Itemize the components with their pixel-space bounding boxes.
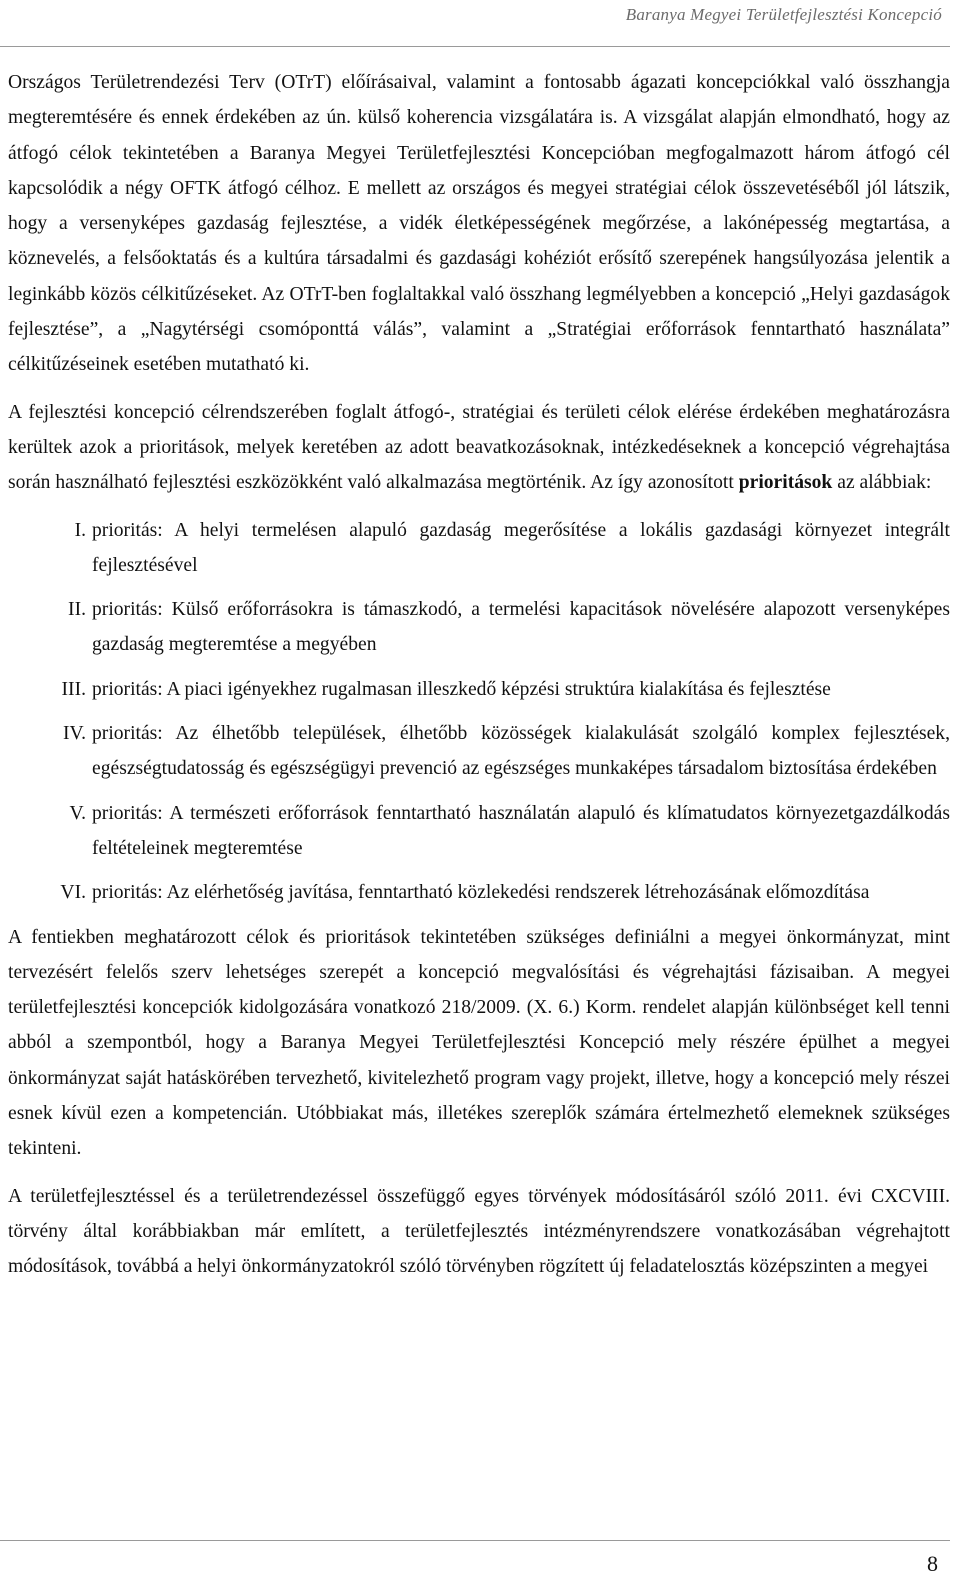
priority-item bbox=[8, 592, 950, 663]
header-title: Baranya Megyei Területfejlesztési Koncepció bbox=[625, 5, 942, 24]
priority-numeral: V. bbox=[69, 802, 86, 824]
paragraph-coherence: Országos Területrendezési Terv (OTrT) előírásaival, valamint a fontosabb ágazati koncepciókkal való összhangja megteremtésére és ennek érdekében az ún. külső koherencia vizsgálatára is. A vizsgálat alapján elmondható, hogy az átfogó célok tekintetében a Baranya Megyei Területfejlesztési Koncepcióban megfogalmazott három átfogó cél kapcsolódik a négy OFTK átfogó célhoz. E mellett az országos és megyei stratégiai célok összevetéséből jól látszik, hogy a versenyképes gazdaság fejlesztése, a vidék életképességének megőrzése, a lakónépesség megtartása, a köznevelés, a felsőoktatás és a kultúra társadalmi és gazdasági kohéziót erősítő szerepének hangsúlyozása jelentik a leginkább közös célkitűzéseket. Az OTrT-ben foglaltakkal való összhang legmélyebben a koncepció „Helyi gazdaságok fejlesztése”, a „Nagytérségi csomóponttá válás”, valamint a „Stratégiai erőforrások fenntartható használata” célkitűzéseinek esetében mutatható ki. bbox=[8, 72, 950, 376]
page-footer bbox=[0, 1540, 950, 1576]
priority-text: prioritás: Az elérhetőség javítása, fenntartható közlekedési rendszerek létrehozásának előmozdítása bbox=[92, 882, 870, 904]
priority-numeral: VI. bbox=[60, 882, 86, 904]
priority-item bbox=[8, 875, 950, 910]
priority-text: prioritás: A helyi termelésen alapuló gazdaság megerősítése a lokális gazdasági környezet integrált fejlesztésével bbox=[92, 519, 950, 576]
page-header bbox=[0, 0, 950, 47]
priority-text: prioritás: Az élhetőbb települések, élhetőbb közösségek kialakulását szolgáló komplex fejlesztések, egészségtudatosság és egészségügyi prevenció az egészséges munkaképes társadalom biztosítása érdekében bbox=[92, 723, 950, 780]
priority-item bbox=[8, 716, 950, 787]
priority-list bbox=[8, 513, 950, 911]
page-body bbox=[8, 65, 950, 1285]
priority-numeral: III. bbox=[61, 678, 86, 700]
priority-item bbox=[8, 796, 950, 867]
priority-numeral: I. bbox=[74, 519, 86, 541]
paragraph-priorities-intro bbox=[8, 395, 950, 501]
paragraph-legislation: A területfejlesztéssel és a területrendezéssel összefüggő egyes törvények módosításáról szóló 2011. évi CXCVIII. törvény által korábbiakban már említett, a területfejlesztés intézményrendszere vonatkozásában végrehajtott módosítások, továbbá a helyi önkormányzatokról szóló törvényben rögzített új feladatelosztás középszinten a megyei bbox=[8, 1185, 950, 1278]
priority-numeral: II. bbox=[68, 599, 86, 621]
priorities-keyword: prioritások bbox=[738, 472, 833, 494]
paragraph-county-role: A fentiekben meghatározott célok és prioritások tekintetében szükséges definiálni a megyei önkormányzat, mint tervezésért felelős szerv lehetséges szerepét a koncepció megvalósítási és végrehajtási fázisaiban. A megyei területfejlesztési koncepciók kidolgozására vonatkozó 218/2009. (X. 6.) Korm. rendelet alapján különbséget kell tenni abból a szempontból, hogy a Baranya Megyei Területfejlesztési Koncepció mely részére épülhet a megyei önkormányzat saját hatáskörében tervezhető, kivitelezhető program vagy projekt, illetve, hogy a koncepció mely részei esnek kívül ezen a kompetencián. Utóbbiakat más, illetékes szereplők számára értelmezhető elemeknek szükséges tekinteni. bbox=[8, 926, 950, 1160]
priorities-intro-tail: az alábbiak: bbox=[837, 472, 932, 494]
priority-text: prioritás: A piaci igényekhez rugalmasan illeszkedő képzési struktúra kialakítása és fejlesztése bbox=[92, 678, 831, 700]
priority-text: prioritás: Külső erőforrásokra is támaszkodó, a termelési kapacitások növelésére alapozott versenyképes gazdaság megteremtése a megyében bbox=[92, 599, 950, 656]
priority-item bbox=[8, 672, 950, 707]
priorities-intro-text: A fejlesztési koncepció célrendszerében foglalt átfogó-, stratégiai és területi célok elérése érdekében meghatározásra kerültek azok a prioritások, melyek keretében az adott beavatkozásoknak, intézkedéseknek a koncepció végrehajtása során használható fejlesztési eszközökként való alkalmazása megtörténik. Az így azonosított bbox=[8, 401, 950, 494]
priority-item bbox=[8, 513, 950, 584]
priority-numeral: IV. bbox=[62, 723, 86, 745]
priority-text: prioritás: A természeti erőforrások fenntartható használatán alapuló és klímatudatos környezetgazdálkodás feltételeinek megteremtése bbox=[92, 802, 950, 859]
page-number: 8 bbox=[927, 1551, 938, 1576]
